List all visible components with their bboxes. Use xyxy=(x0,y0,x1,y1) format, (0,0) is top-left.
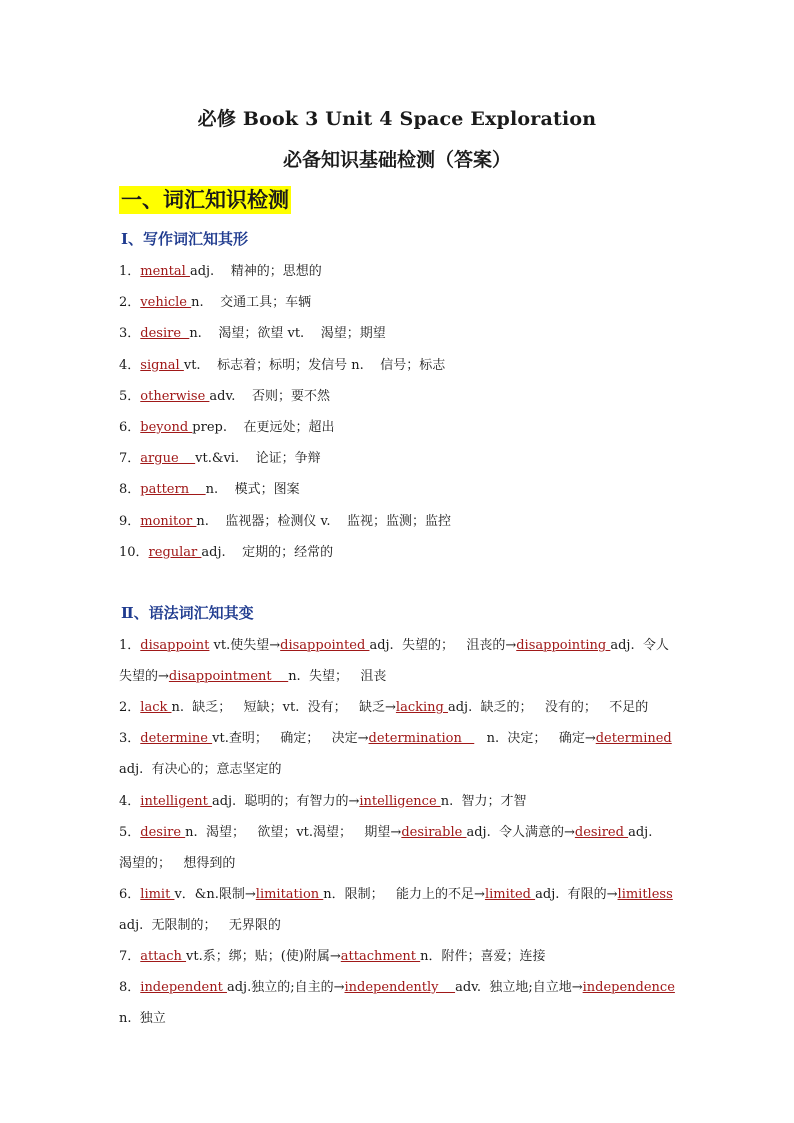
part1-heading: Ⅰ、写作词汇知其形 xyxy=(121,230,249,248)
item-number: 10． xyxy=(119,544,149,560)
line-text: 6． xyxy=(119,886,141,902)
vocab-item xyxy=(119,510,679,529)
line-text: n. 渴望； 欲望；vt.渴望； 期望→ xyxy=(185,824,402,840)
answer-word: otherwise xyxy=(140,388,210,404)
grammar-line xyxy=(119,634,679,653)
definition: n. 监视器；检测仪 v. 监视；监测；监控 xyxy=(196,513,452,529)
definition: n. 渴望；欲望 vt. 渴望；期望 xyxy=(189,326,386,342)
line-text: adj.独立的;自主的→ xyxy=(226,980,345,996)
line-text: 4． xyxy=(119,793,141,809)
vocab-item xyxy=(119,385,679,404)
line-text: adj. 无限制的； 无界限的 xyxy=(119,917,281,933)
answer-word: lacking xyxy=(395,700,448,716)
line-text: adj. 失望的； 沮丧的→ xyxy=(369,638,517,653)
answer-word: limit xyxy=(140,886,175,902)
item-number: 7． xyxy=(119,451,141,467)
grammar-line xyxy=(119,727,679,746)
vocab-item xyxy=(119,260,679,279)
answer-word: desired xyxy=(574,824,629,840)
item-number: 6． xyxy=(119,420,141,435)
grammar-line xyxy=(119,852,679,871)
line-text: vt.系；绑；贴；(使)附属→ xyxy=(186,949,341,964)
item-number: 2． xyxy=(119,295,141,311)
line-text: 8． xyxy=(119,980,141,996)
line-text: 2． xyxy=(119,700,141,716)
grammar-line xyxy=(119,945,679,964)
answer-word: attach xyxy=(140,949,187,964)
answer-word: beyond xyxy=(140,420,193,435)
answer-word: intelligence xyxy=(359,793,441,809)
answer-word: independence xyxy=(582,980,675,996)
answer-word: desire xyxy=(140,824,186,840)
line-text: adv. 独立地;自立地→ xyxy=(455,980,583,996)
line-text: v．&n.限制→ xyxy=(174,886,256,902)
item-number: 8． xyxy=(119,482,141,498)
answer-word: vehicle xyxy=(140,295,192,311)
item-number: 9． xyxy=(119,513,141,529)
line-text: adj. 令人满意的→ xyxy=(466,824,575,840)
answer-word: signal xyxy=(140,357,184,373)
line-text: n. 决定； 确定→ xyxy=(474,731,596,747)
answer-word: regular xyxy=(148,544,202,560)
line-text: adj. 令人 xyxy=(610,638,669,653)
section-heading: 一、词汇知识检测 xyxy=(121,187,289,212)
line-text: n．附件；喜爱；连接 xyxy=(420,949,546,964)
answer-word: limited xyxy=(484,886,536,902)
vocab-item xyxy=(119,322,679,341)
item-number: 3． xyxy=(119,326,141,342)
line-text: adj. 有决心的；意志坚定的 xyxy=(119,762,282,778)
answer-word: monitor xyxy=(140,513,197,529)
answer-word: limitation xyxy=(255,886,324,902)
item-number: 5． xyxy=(119,388,141,404)
grammar-line xyxy=(119,1007,679,1026)
line-text: 7． xyxy=(119,949,141,964)
definition: adj. 精神的；思想的 xyxy=(189,264,322,279)
line-text: n. 失望； 沮丧 xyxy=(288,669,387,685)
line-text: adj. 聪明的；有智力的→ xyxy=(211,793,360,809)
definition: n. 交通工具；车辆 xyxy=(191,295,312,311)
vocab-item xyxy=(119,416,679,435)
vocab-item xyxy=(119,354,679,373)
definition: n. 模式；图案 xyxy=(205,482,300,498)
answer-word: limitless xyxy=(617,886,673,902)
line-text: 5． xyxy=(119,824,141,840)
vocab-item xyxy=(119,541,679,560)
line-text: adj. 缺乏的； 没有的； 不足的 xyxy=(447,700,649,716)
grammar-line xyxy=(119,976,679,995)
part2-heading: Ⅱ、语法词汇知其变 xyxy=(121,604,254,622)
answer-word: disappointment xyxy=(168,669,289,685)
item-number: 1． xyxy=(119,264,141,279)
answer-word: disappoint xyxy=(140,638,210,653)
grammar-line xyxy=(119,914,679,933)
vocab-item xyxy=(119,447,679,466)
answer-word: disappointing xyxy=(516,638,611,653)
answer-word: determined xyxy=(595,731,672,747)
answer-word: intelligent xyxy=(140,793,212,809)
grammar-line xyxy=(119,665,679,684)
answer-word: pattern xyxy=(140,482,206,498)
grammar-line xyxy=(119,790,679,809)
line-text: n. 智力；才智 xyxy=(440,793,527,809)
answer-word: determination xyxy=(368,731,475,747)
grammar-line xyxy=(119,883,679,902)
line-text: vt.查明； 确定； 决定→ xyxy=(212,731,369,747)
line-text: vt.使失望→ xyxy=(209,638,281,653)
answer-word: desirable xyxy=(401,824,467,840)
vocab-item xyxy=(119,291,679,310)
grammar-line xyxy=(119,821,679,840)
answer-word: independent xyxy=(140,980,227,996)
page-title: 必修 Book 3 Unit 4 Space Exploration xyxy=(197,108,597,130)
definition: vt.&vi. 论证；争辩 xyxy=(195,451,321,467)
answer-word: argue xyxy=(140,451,196,467)
line-text: n．限制； 能力上的不足→ xyxy=(323,886,485,902)
line-text: n. 缺乏； 短缺；vt. 没有； 缺乏→ xyxy=(171,700,396,716)
item-number: 4． xyxy=(119,357,141,373)
line-text: adj. xyxy=(628,824,653,840)
definition: prep. 在更远处；超出 xyxy=(192,420,335,435)
line-text: 1． xyxy=(119,638,141,653)
vocab-item xyxy=(119,478,679,497)
answer-word: attachment xyxy=(340,949,421,964)
line-text: adj. 有限的→ xyxy=(535,886,618,902)
line-text: n. 独立 xyxy=(119,1011,166,1027)
answer-word: disappointed xyxy=(280,638,370,653)
grammar-line xyxy=(119,758,679,777)
line-text: 失望的→ xyxy=(119,669,169,685)
line-text: 3． xyxy=(119,731,141,747)
definition: adj. 定期的；经常的 xyxy=(201,544,334,560)
answer-word: lack xyxy=(140,700,172,716)
definition: adv. 否则；要不然 xyxy=(209,388,330,404)
answer-word: mental xyxy=(140,264,190,279)
definition: vt. 标志着；标明；发信号 n. 信号；标志 xyxy=(183,357,446,373)
page-subtitle: 必备知识基础检测（答案） xyxy=(282,149,511,171)
grammar-line xyxy=(119,696,679,715)
answer-word: desire xyxy=(140,326,190,342)
answer-word: determine xyxy=(140,731,213,747)
answer-word: independently xyxy=(344,980,456,996)
line-text: 渴望的； 想得到的 xyxy=(119,855,236,871)
